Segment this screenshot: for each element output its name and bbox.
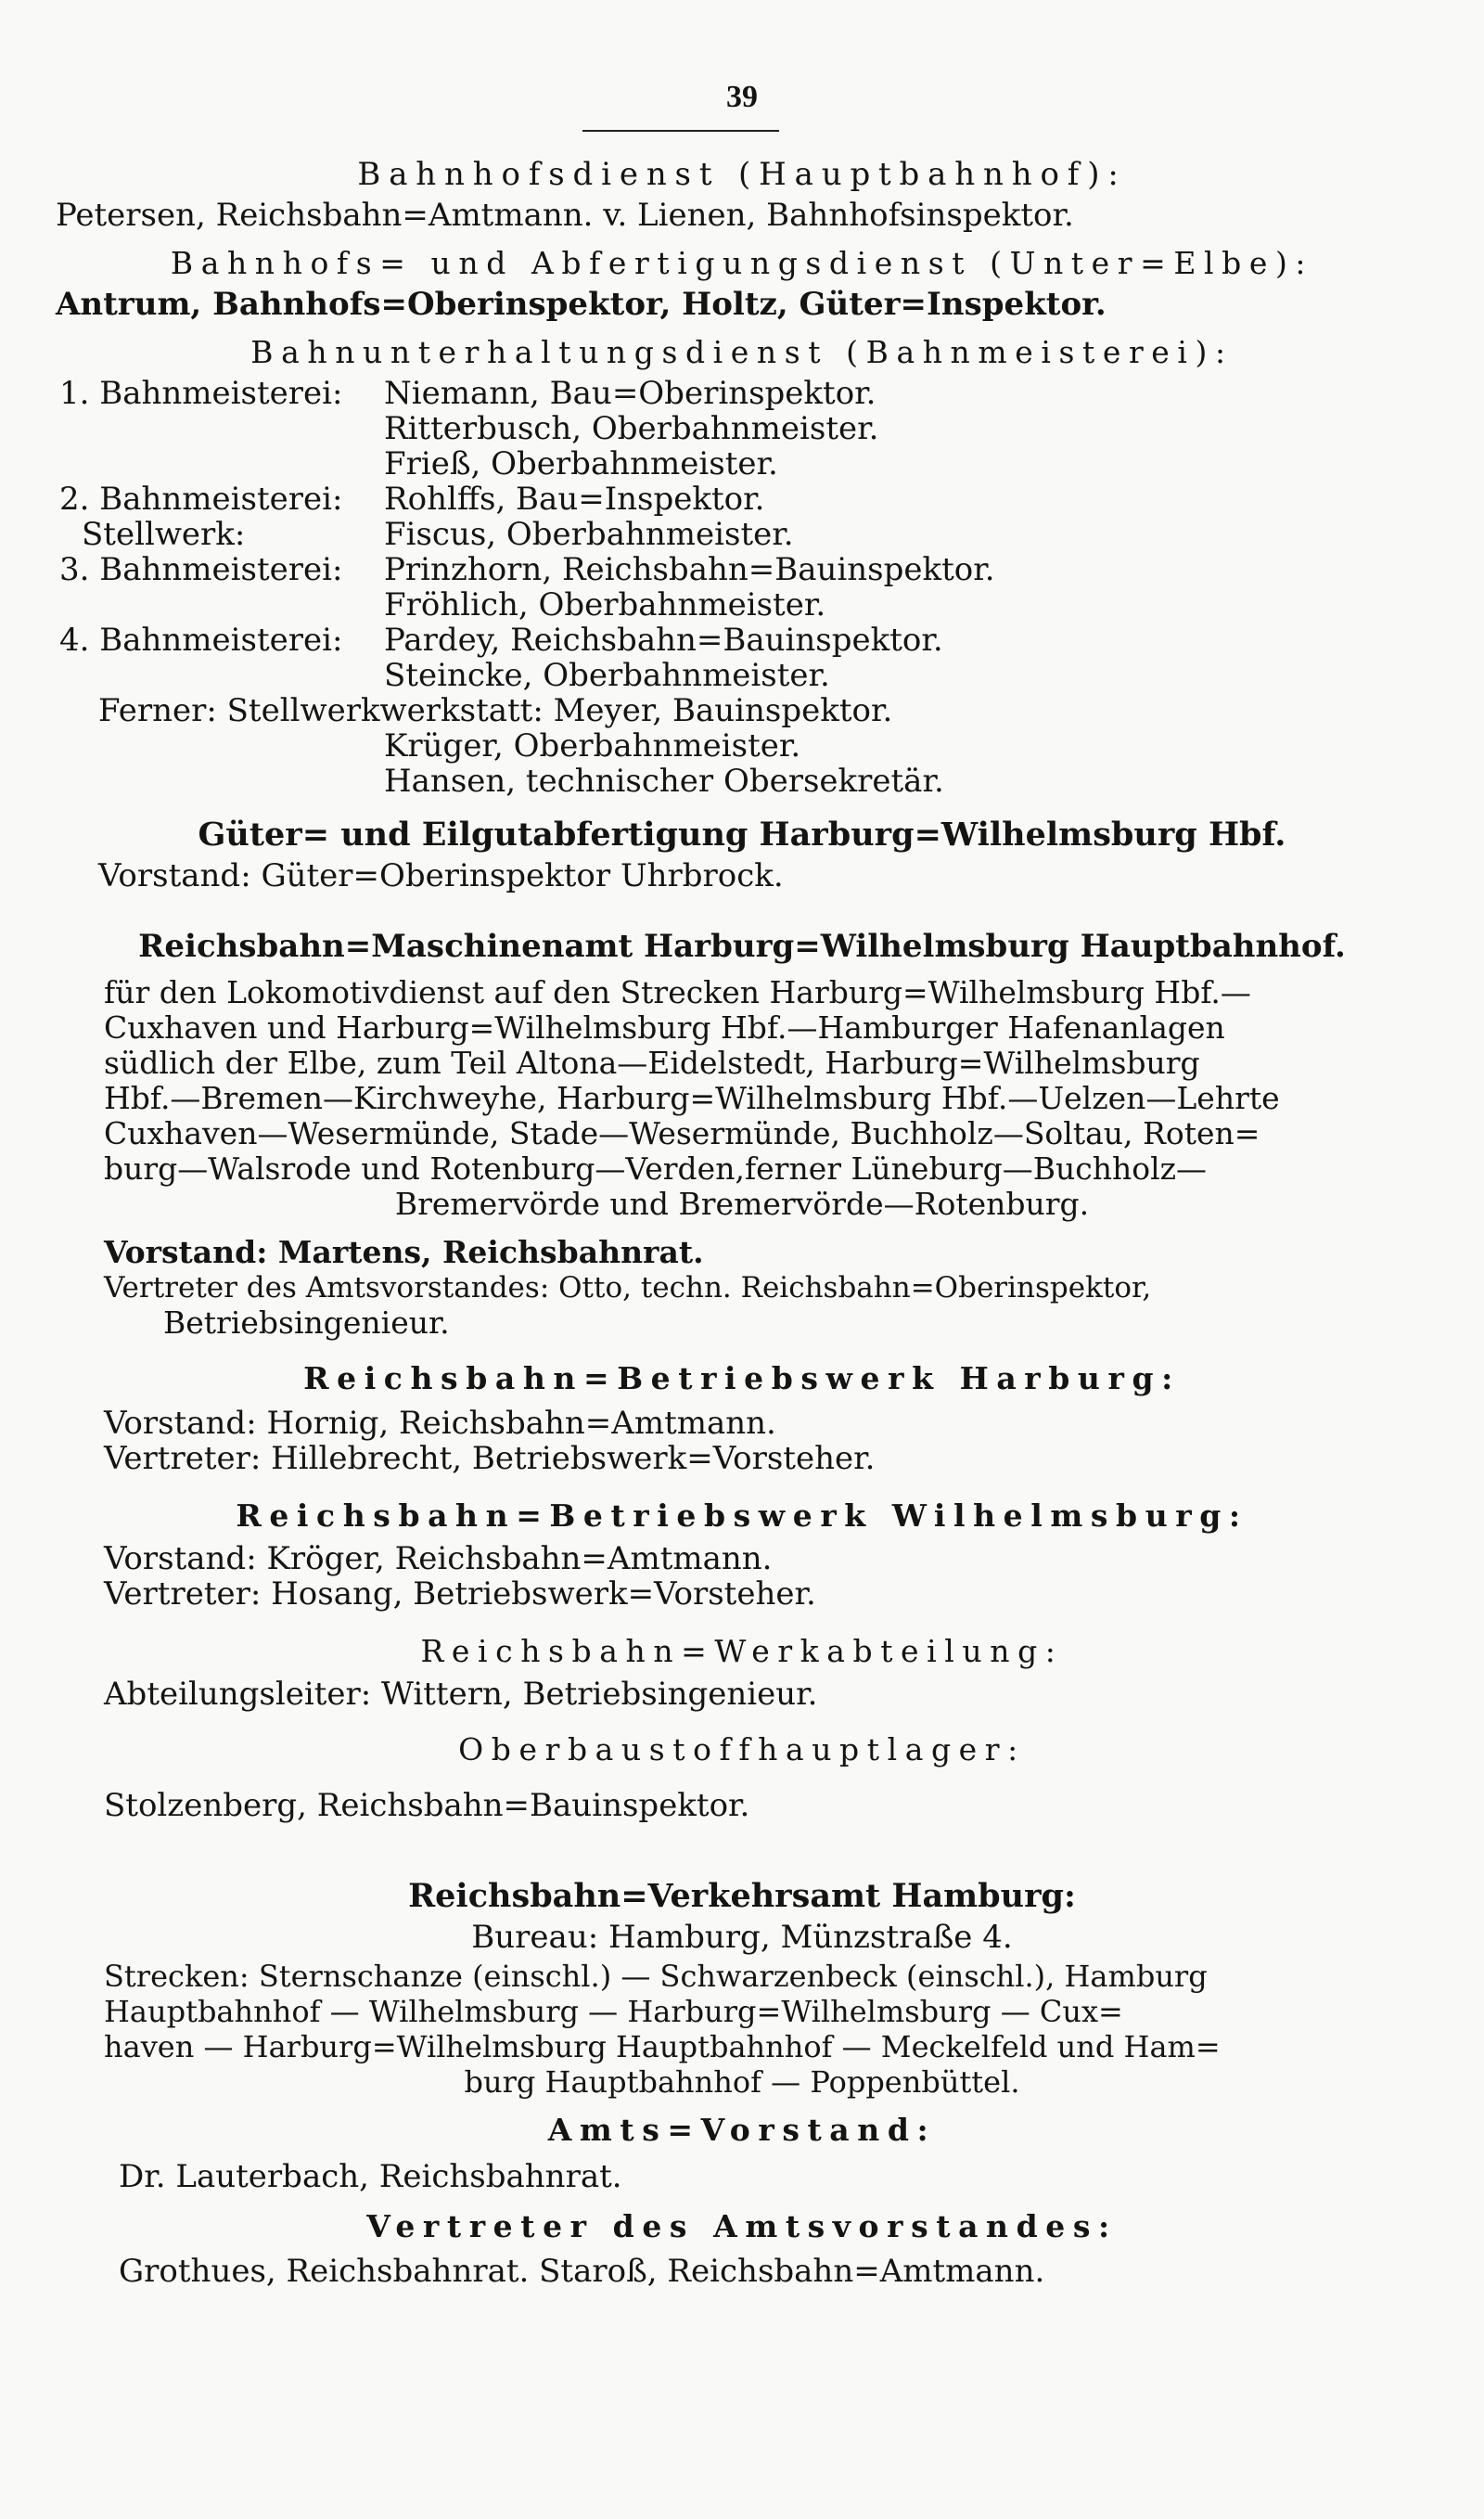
maschinenamt-vorstand: Vorstand: Martens, Reichsbahnrat. xyxy=(104,1234,704,1270)
section-heading-werkabteilung: Reichsbahn=Werkabteilung: xyxy=(420,1633,1064,1669)
row-value: Rohlffs, Bau=Inspektor. xyxy=(384,481,765,518)
section-heading-bw-harburg: Reichsbahn=Betriebswerk Harburg: xyxy=(303,1360,1181,1396)
row-label: 2. Bahnmeisterei: xyxy=(59,481,343,518)
verkehrsamt-strecken-line: haven — Harburg=Wilhelmsburg Hauptbahnhof — Meckelfeld und Ham= xyxy=(104,2029,1221,2064)
verkehrsamt-bureau: Bureau: Hamburg, Münzstraße 4. xyxy=(471,1919,1013,1956)
abfertigung-staff: Antrum, Bahnhofs=Oberinspektor, Holtz, Güter=Inspektor. xyxy=(56,286,1107,323)
maschinenamt-text-line: Cuxhaven und Harburg=Wilhelmsburg Hbf.—Hamburger Hafenanlagen xyxy=(104,1009,1225,1046)
row-value: Steincke, Oberbahnmeister. xyxy=(384,657,830,694)
row-value: Fiscus, Oberbahnmeister. xyxy=(384,516,794,553)
bahnhofsdienst-staff: Petersen, Reichsbahn=Amtmann. v. Lienen, Bahnhofsinspektor. xyxy=(56,197,1074,234)
verkehrsamt-strecken-line: burg Hauptbahnhof — Poppenbüttel. xyxy=(464,2064,1020,2100)
row-value: Pardey, Reichsbahn=Bauinspektor. xyxy=(384,622,943,659)
bw-wilhelmsburg-vorstand: Vorstand: Kröger, Reichsbahn=Amtmann. xyxy=(104,1540,773,1577)
bahnmeisterei-row xyxy=(59,481,765,518)
amtsvorstand-name: Dr. Lauterbach, Reichsbahnrat. xyxy=(119,2158,622,2195)
maschinenamt-text-line: Cuxhaven—Wesermünde, Stade—Wesermünde, Buchholz—Soltau, Roten= xyxy=(104,1115,1260,1151)
maschinenamt-vertreter-title: Betriebsingenieur. xyxy=(163,1304,450,1341)
verkehrsamt-strecken-line: Strecken: Sternschanze (einschl.) — Schwarzenbeck (einschl.), Hamburg xyxy=(104,1959,1208,1994)
row-label: Stellwerk: xyxy=(82,516,246,553)
row-label: 4. Bahnmeisterei: xyxy=(59,622,343,659)
section-heading-bahnhofsdienst: Bahnhofsdienst (Hauptbahnhof): xyxy=(357,156,1127,193)
row-value: Frieß, Oberbahnmeister. xyxy=(384,445,778,482)
section-heading-verkehrsamt: Reichsbahn=Verkehrsamt Hamburg: xyxy=(408,1877,1076,1915)
maschinenamt-text-line: burg—Walsrode und Rotenburg—Verden,ferner Lüneburg—Buchholz— xyxy=(104,1150,1208,1187)
row-value: Fröhlich, Oberbahnmeister. xyxy=(384,586,826,623)
page-number: 39 xyxy=(726,80,758,114)
amtsvorstand-heading: Amts=Vorstand: xyxy=(547,2112,937,2148)
verkehrsamt-strecken-line: Hauptbahnhof — Wilhelmsburg — Harburg=Wilhelmsburg — Cux= xyxy=(104,1994,1123,2029)
oberbaustoff-staff: Stolzenberg, Reichsbahn=Bauinspektor. xyxy=(104,1787,750,1824)
vertreter-names: Grothues, Reichsbahnrat. Staroß, Reichsbahn=Amtmann. xyxy=(119,2253,1045,2290)
bw-wilhelmsburg-vertreter: Vertreter: Hosang, Betriebswerk=Vorsteher. xyxy=(104,1575,816,1613)
maschinenamt-text-line: Hbf.—Bremen—Kirchweyhe, Harburg=Wilhelmsburg Hbf.—Uelzen—Lehrte xyxy=(104,1080,1280,1116)
section-heading-gueterabfertigung: Güter= und Eilgutabfertigung Harburg=Wilhelmsburg Hbf. xyxy=(198,816,1286,854)
maschinenamt-text-line: für den Lokomotivdienst auf den Strecken Harburg=Wilhelmsburg Hbf.— xyxy=(104,974,1251,1010)
bw-harburg-vertreter: Vertreter: Hillebrecht, Betriebswerk=Vorsteher. xyxy=(104,1440,876,1477)
section-heading-oberbaustoff: Oberbaustoffhauptlager: xyxy=(458,1731,1026,1767)
bahnmeisterei-row xyxy=(59,375,876,412)
page-number-rule xyxy=(582,130,779,132)
section-heading-bahnunterhaltung: Bahnunterhaltungsdienst (Bahnmeisterei): xyxy=(250,334,1234,370)
bahnmeisterei-row xyxy=(59,622,943,659)
section-heading-abfertigung: Bahnhofs= und Abfertigungsdienst (Unter=Elbe): xyxy=(170,245,1314,281)
ferner-row: Hansen, technischer Obersekretär. xyxy=(384,763,944,800)
row-value: Niemann, Bau=Oberinspektor. xyxy=(384,375,876,412)
vertreter-heading: Vertreter des Amtsvorstandes: xyxy=(366,2208,1118,2244)
row-label: 1. Bahnmeisterei: xyxy=(59,375,343,412)
ferner-stellwerkwerkstatt: Ferner: Stellwerkwerkstatt: Meyer, Bauinspektor. xyxy=(98,692,893,729)
row-value: Prinzhorn, Reichsbahn=Bauinspektor. xyxy=(384,551,995,588)
section-heading-maschinenamt: Reichsbahn=Maschinenamt Harburg=Wilhelmsburg Hauptbahnhof. xyxy=(138,928,1346,965)
row-value: Ritterbusch, Oberbahnmeister. xyxy=(384,410,879,447)
ferner-row: Krüger, Oberbahnmeister. xyxy=(384,727,801,765)
bahnmeisterei-row xyxy=(82,516,794,553)
gueterabfertigung-vorstand: Vorstand: Güter=Oberinspektor Uhrbrock. xyxy=(98,857,784,894)
bahnmeisterei-row xyxy=(59,551,995,588)
bw-harburg-vorstand: Vorstand: Hornig, Reichsbahn=Amtmann. xyxy=(104,1405,776,1442)
row-label: 3. Bahnmeisterei: xyxy=(59,551,343,588)
maschinenamt-text-line: südlich der Elbe, zum Teil Altona—Eidelstedt, Harburg=Wilhelmsburg xyxy=(104,1045,1200,1081)
werkabteilung-leiter: Abteilungsleiter: Wittern, Betriebsingenieur. xyxy=(104,1676,818,1713)
maschinenamt-vertreter: Vertreter des Amtsvorstandes: Otto, techn. Reichsbahn=Oberinspektor, xyxy=(104,1271,1152,1304)
section-heading-bw-wilhelmsburg: Reichsbahn=Betriebswerk Wilhelmsburg: xyxy=(236,1497,1248,1534)
maschinenamt-text-line: Bremervörde und Bremervörde—Rotenburg. xyxy=(394,1186,1090,1222)
